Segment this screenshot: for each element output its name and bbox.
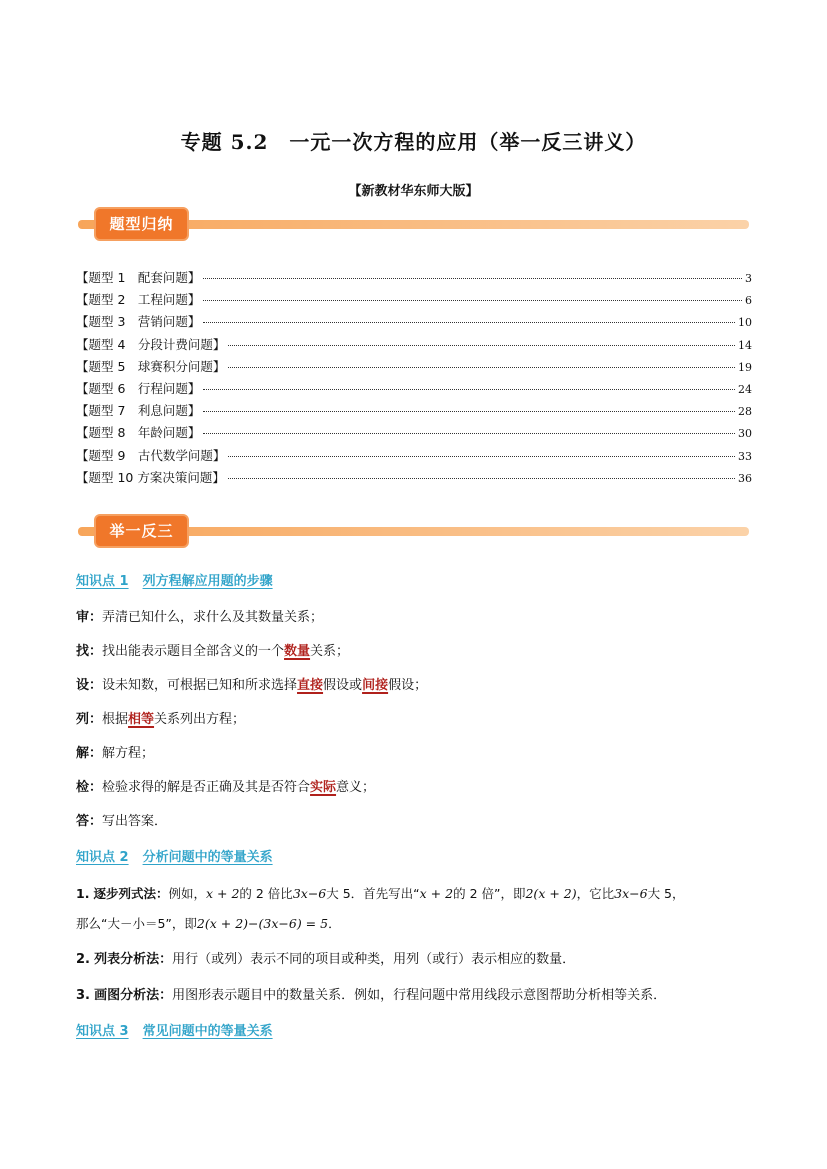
toc-leader	[203, 278, 742, 279]
toc-item[interactable]	[76, 357, 752, 379]
method-text: 大 5，	[647, 886, 685, 901]
toc-item-label: 【题型 3 营销问题】	[76, 314, 201, 330]
step-line	[76, 674, 427, 693]
step-line	[76, 742, 154, 761]
toc-item-page: 30	[738, 427, 752, 441]
step-text: 找出能表示题目全部含义的一个	[102, 644, 285, 659]
method-text: 例如，	[168, 886, 206, 901]
toc-item[interactable]	[76, 446, 752, 468]
section-banner-toc	[78, 207, 749, 243]
highlight-keyword: 数量	[284, 644, 311, 659]
step-text: 假设；	[388, 678, 428, 693]
step-text: 检验求得的解是否正确及其是否符合	[102, 780, 311, 795]
toc-item-label: 【题型 2 工程问题】	[76, 292, 201, 308]
math-expression: 2(x + 2)	[525, 886, 577, 901]
method-text: 用行（或列）表示不同的项目或种类，用列（或行）表示相应的数量．	[172, 952, 576, 967]
math-expression: x + 2	[419, 886, 454, 901]
method-text: 的 2 倍”，即	[453, 886, 526, 901]
toc-leader	[203, 322, 735, 323]
step-label: 设：	[76, 678, 103, 693]
banner-tag: 题型归纳	[94, 207, 189, 241]
toc-item-label: 【题型 6 行程问题】	[76, 380, 201, 396]
toc-item-page: 28	[738, 405, 752, 419]
toc-item-page: 6	[745, 294, 752, 308]
method-line-3	[76, 984, 666, 1003]
method-label: 列表分析法：	[94, 952, 173, 967]
toc-item-label: 【题型 1 配套问题】	[76, 270, 201, 285]
step-text: 根据	[102, 712, 129, 727]
step-label: 审：	[76, 610, 103, 625]
method-number: 2.	[76, 952, 90, 967]
step-label: 检：	[76, 780, 103, 795]
toc-leader	[228, 367, 735, 368]
toc-item-page: 33	[738, 449, 752, 463]
method-number: 3.	[76, 988, 90, 1003]
step-text: 弄清已知什么，求什么及其数量关系；	[102, 610, 324, 625]
method-line-2	[76, 948, 575, 967]
highlight-keyword: 间接	[362, 678, 389, 693]
math-expression: 2(x + 2)−(3x−6) = 5	[196, 916, 329, 931]
toc-item-label: 【题型 7 利息问题】	[76, 403, 201, 419]
heading-number: 知识点 1	[76, 574, 129, 589]
toc-item-label: 【题型 8 年龄问题】	[76, 425, 201, 441]
table-of-contents	[76, 268, 752, 490]
toc-item-page: 3	[745, 272, 752, 285]
method-text: 那么“大－小＝5”，即	[76, 916, 197, 931]
knowledge-point-1-heading	[76, 570, 273, 589]
heading-text: 常见问题中的等量关系	[142, 1024, 273, 1039]
step-text: 关系列出方程；	[154, 712, 246, 727]
step-text: 设未知数，可根据已知和所求选择	[102, 678, 298, 693]
step-text: 写出答案．	[102, 814, 168, 829]
method-text: 的 2 倍比	[239, 886, 293, 901]
math-expression: x + 2	[205, 886, 240, 901]
highlight-keyword: 直接	[297, 678, 324, 693]
toc-item[interactable]	[76, 268, 752, 290]
knowledge-point-3-heading	[76, 1020, 273, 1039]
toc-item[interactable]	[76, 401, 752, 423]
step-text: 假设或	[323, 678, 363, 693]
toc-item-label: 【题型 4 分段计费问题】	[76, 336, 226, 352]
method-line-1-cont	[76, 914, 341, 932]
step-line	[76, 810, 167, 829]
step-text: 意义；	[336, 780, 376, 795]
toc-item-page: 24	[738, 382, 752, 396]
toc-item-page: 19	[738, 360, 752, 374]
step-label: 找：	[76, 644, 103, 659]
step-text: 关系；	[310, 644, 350, 659]
toc-item[interactable]	[76, 290, 752, 312]
toc-item[interactable]	[76, 312, 752, 334]
method-text: ．	[328, 916, 341, 931]
toc-item[interactable]	[76, 335, 752, 357]
heading-number: 知识点 3	[76, 1024, 129, 1039]
heading-number: 知识点 2	[76, 850, 129, 865]
toc-item-label: 【题型 5 球赛积分问题】	[76, 358, 226, 374]
toc-item[interactable]	[76, 379, 752, 401]
step-line	[76, 776, 375, 795]
toc-item-page: 14	[738, 338, 752, 352]
section-banner-examples	[78, 514, 749, 550]
toc-item-page: 36	[738, 471, 752, 485]
page-subtitle: 【新教材华东师大版】	[348, 184, 479, 199]
step-line	[76, 708, 245, 727]
toc-item-label: 【题型 9 古代数学问题】	[76, 447, 226, 463]
toc-leader	[203, 411, 735, 412]
heading-text: 分析问题中的等量关系	[142, 850, 273, 865]
method-line-1	[76, 884, 685, 902]
highlight-keyword: 实际	[310, 780, 337, 795]
math-expression: 3x−6	[614, 886, 648, 901]
toc-item-label: 【题型 10 方案决策问题】	[76, 469, 225, 485]
knowledge-point-2-heading	[76, 846, 273, 865]
method-label: 逐步列式法：	[93, 886, 169, 901]
toc-leader	[228, 478, 735, 479]
method-text: 用图形表示题目中的数量关系．例如，行程问题中常用线段示意图帮助分析相等关系．	[172, 988, 667, 1003]
toc-leader	[203, 433, 735, 434]
toc-item-page: 10	[738, 316, 752, 330]
step-text: 解方程；	[102, 746, 155, 761]
heading-text: 列方程解应用题的步骤	[142, 574, 273, 589]
method-text: 大 5．首先写出“	[326, 886, 420, 901]
step-line	[76, 606, 323, 625]
step-label: 列：	[76, 712, 103, 727]
method-number: 1.	[76, 886, 90, 901]
toc-leader	[203, 300, 742, 301]
toc-leader	[228, 456, 735, 457]
toc-leader	[228, 345, 735, 346]
toc-item[interactable]	[76, 423, 752, 445]
banner-tag: 举一反三	[94, 514, 189, 548]
step-label: 解：	[76, 746, 103, 761]
method-text: ，它比	[576, 886, 615, 901]
highlight-keyword: 相等	[128, 712, 155, 727]
toc-leader	[203, 389, 735, 390]
step-line	[76, 640, 349, 659]
math-expression: 3x−6	[292, 886, 327, 901]
step-label: 答：	[76, 814, 103, 829]
method-label: 画图分析法：	[94, 988, 173, 1003]
toc-item[interactable]	[76, 468, 752, 490]
page-title: 专题 5.2 一元一次方程的应用（举一反三讲义）	[180, 130, 647, 154]
